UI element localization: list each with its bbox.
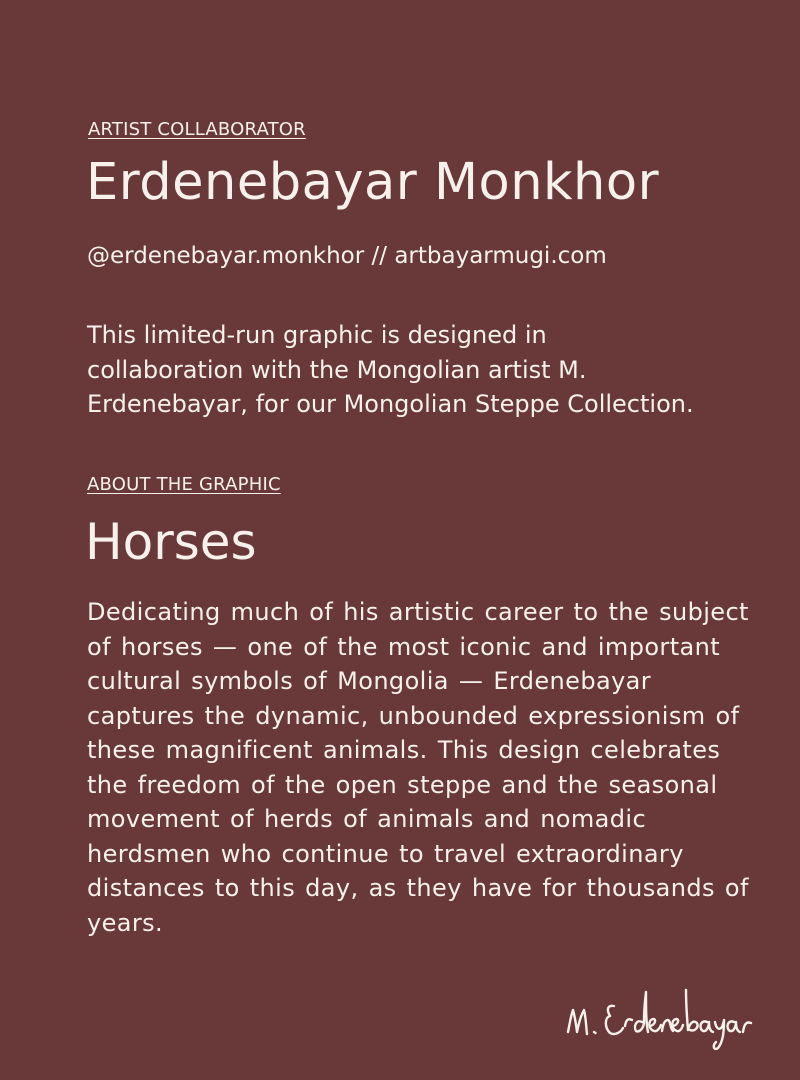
artist-signature [562,982,772,1052]
artist-name: Erdenebayar Monkhor [86,153,660,212]
graphic-description: Dedicating much of his artistic career to the subject of horses — one of the most iconic and important cultural symbols of Mongolia — Erdenebayar captures the dynamic, unbounded expressionism of these magnificent animals. This design celebrates the freedom of the open steppe and the seasonal movement of herds of animals and nomadic herdsmen who continue to travel extraordinary distances to this day, as they have for thousands of years. [87,598,749,937]
about-graphic-label: ABOUT THE GRAPHIC [87,474,281,495]
artist-collaborator-label: ARTIST COLLABORATOR [88,119,306,140]
signature-text: M. Erdenebayar [562,982,570,983]
graphic-title: Horses [85,513,257,571]
collaboration-intro: This limited-run graphic is designed in collaboration with the Mongolian artist M. Erdenebayar, for our Mongolian Steppe Collection. [87,321,694,418]
artist-handles: @erdenebayar.monkhor // artbayarmugi.com [87,243,607,269]
